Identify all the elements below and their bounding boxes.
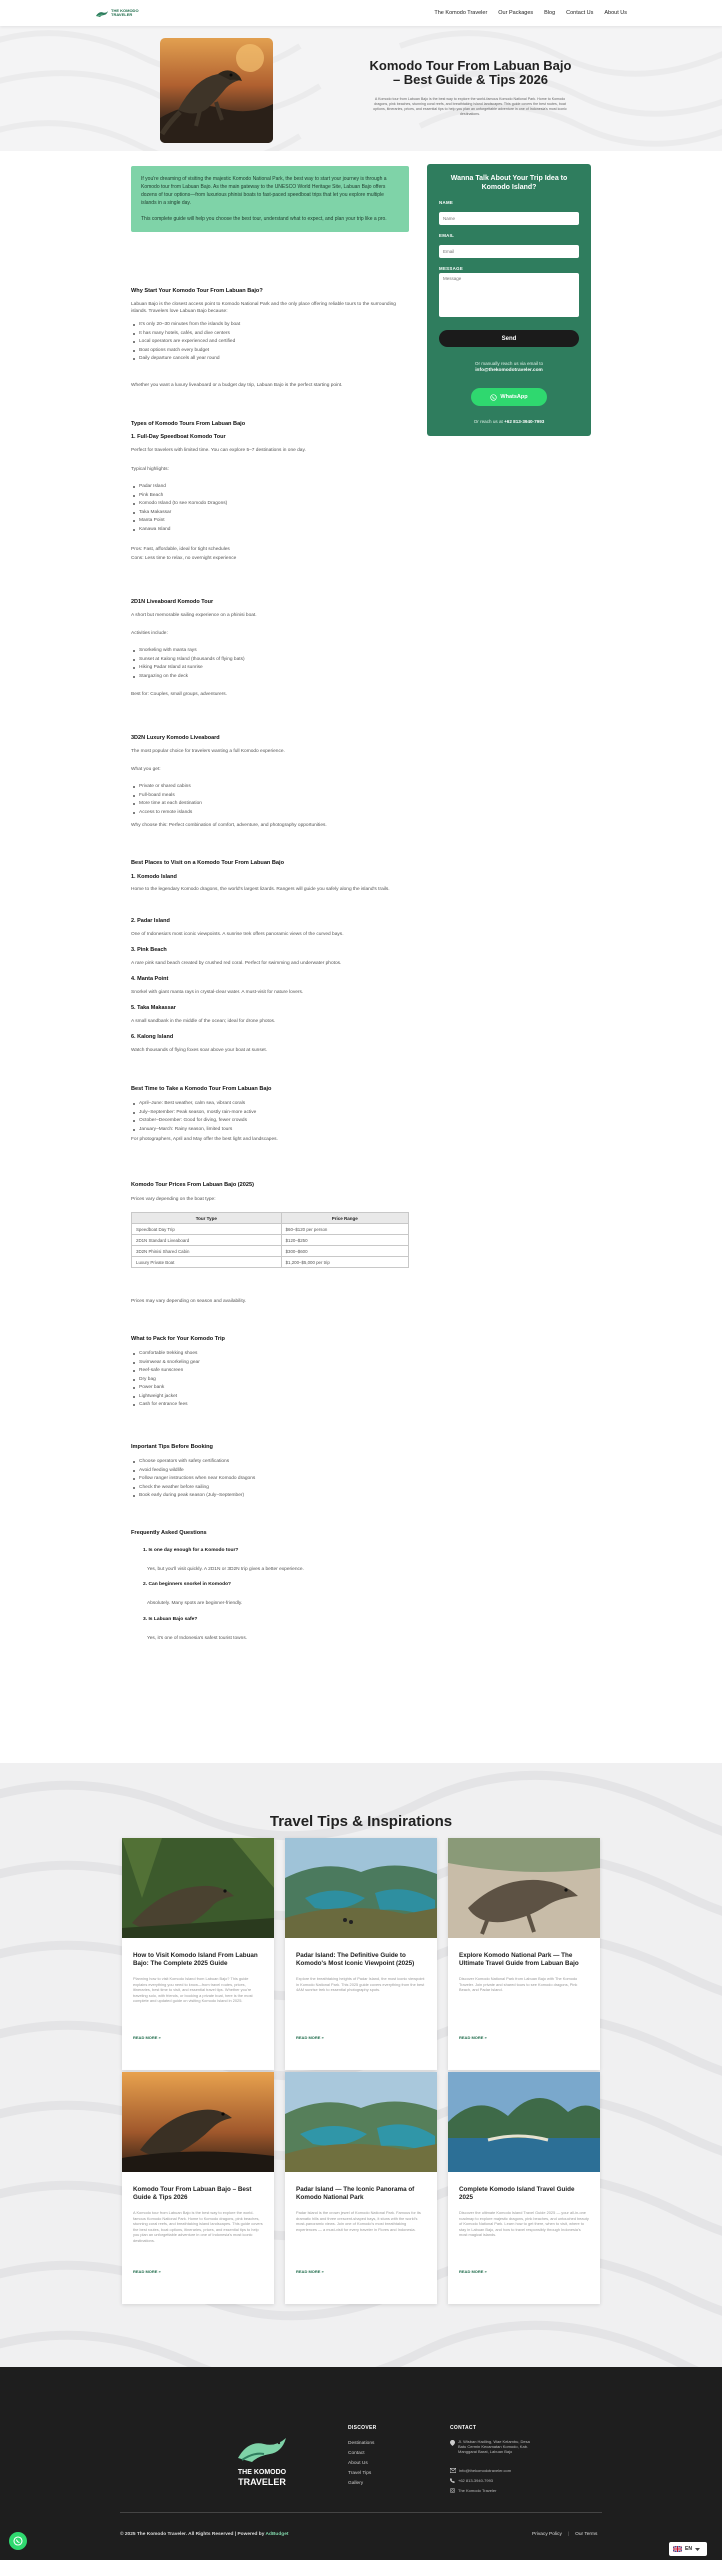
tour-type-2-desc: A short but memorable sailing experience on a phinisi boat. (131, 613, 257, 618)
pack-list (131, 1350, 200, 1410)
list-item: Cash for entrance fees (131, 1401, 200, 1410)
hero-background-pattern (0, 26, 722, 151)
list-item: Local operators are experienced and certified (131, 338, 240, 347)
list-item: Komodo Island (to see Komodo Dragons) (131, 500, 227, 509)
tips-heading: Travel Tips & Inspirations (269, 1813, 453, 1830)
list-item: Boat options match every budget (131, 347, 240, 356)
intro-box (131, 166, 409, 232)
article-body (131, 166, 409, 1641)
table-cell: $300–$600 (281, 1246, 408, 1257)
email-label: EMAIL (439, 233, 455, 238)
footer-heading: DISCOVER (348, 2425, 377, 2431)
privacy-link[interactable]: Privacy Policy (532, 2532, 562, 2537)
blog-card[interactable] (448, 2072, 600, 2304)
table-cell: $60–$120 per person (281, 1224, 408, 1235)
footer-address: Jl. Wisban Hadling, Wae Kelambu, Desa Batu Cermin Kecamatan Komodo, Kab. Manggarai Barat, Labuan Bajo (458, 2439, 530, 2454)
footer-link[interactable]: Travel Tips (348, 2471, 372, 2476)
read-more-link[interactable]: READ MORE » (296, 2035, 324, 2040)
table-row (132, 1246, 409, 1257)
blog-card-excerpt: A Komodo tour from Labuan Bajo is the best way to explore the world-famous Komodo National Park. Home to Komodo dragons, pink beaches, stunning coral reefs, and breathtaking island landscapes. This guide covers the best routes, boat options, itineraries, prices, and essential tips to help you plan an unforgettable adventure in one of Indonesia's most iconic destinations. (133, 2210, 263, 2243)
list-item: Hiking Padar Island at sunrise (131, 664, 245, 673)
list-item: More time at each destination (131, 800, 202, 809)
list-item: October–December: Good for diving, fewer crowds (131, 1117, 256, 1126)
booking-tips-list (131, 1458, 255, 1501)
table-cell: $120–$250 (281, 1235, 408, 1246)
section-heading-booking-tips: Important Tips Before Booking (131, 1444, 213, 1450)
blog-card-image (448, 1838, 600, 1938)
list-item: Swimwear & snorkeling gear (131, 1359, 200, 1368)
blog-card-title[interactable]: Complete Komodo Island Travel Guide 2025 (459, 2186, 575, 2201)
name-label: NAME (439, 200, 454, 205)
section-heading-prices: Komodo Tour Prices From Labuan Bajo (2025) (131, 1182, 254, 1188)
list-item: Access to remote islands (131, 809, 202, 818)
blog-card-excerpt: Discover Komodo National Park from Labuan Bajo with The Komodo Traveler. Join private and shared tours to see Komodo dragons, Pink Beach, and Padar Island. (459, 1976, 578, 1993)
why-intro: Labuan Bajo is the closest access point to Komodo National Park and the only place offering reliable tours to the surrounding islands. Travelers love Labuan Bajo because: (131, 302, 396, 314)
faq-answer: Absolutely. Many spots are beginner-friendly. (147, 1601, 243, 1606)
list-item: Full-board meals (131, 792, 202, 801)
section-heading-why: Why Start Your Komodo Tour From Labuan Bajo? (131, 288, 263, 294)
tour-type-2-best: Best for: Couples, small groups, adventurers. (131, 692, 227, 697)
list-item: Comfortable trekking shoes (131, 1350, 200, 1359)
chevron-down-icon (695, 2548, 700, 2551)
list-item: Padar Island (131, 483, 227, 492)
place-title: 6. Kalong Island (131, 1034, 174, 1040)
blog-card[interactable] (122, 1838, 274, 2070)
table-header-row (132, 1213, 409, 1224)
list-item: Follow ranger instructions when near Komodo dragons (131, 1475, 255, 1484)
tour-type-1-cons: Cons: Less time to relax, no overnight experience (131, 556, 237, 561)
place-title: 1. Komodo Island (131, 874, 177, 880)
list-item: Check the weather before sailing (131, 1484, 255, 1493)
faq-question: 3. Is Labuan Bajo safe? (143, 1617, 198, 1622)
tour-type-3-desc: The most popular choice for travelers wanting a full Komodo experience. (131, 749, 285, 754)
komodo-logo-icon (95, 9, 109, 18)
hero-komodo-image (160, 38, 273, 143)
powered-by-link[interactable]: AdBudget (265, 2532, 289, 2537)
footer-legal-links: Privacy Policy | Our Terms (532, 2532, 598, 2537)
place-desc: A small sandbank in the middle of the ocean; ideal for drone photos. (131, 1019, 276, 1024)
section-heading-places: Best Places to Visit on a Komodo Tour From Labuan Bajo (131, 860, 285, 866)
footer-logo-text: THE KOMODO (237, 2469, 287, 2476)
list-item: Taka Makassar (131, 509, 227, 518)
place-desc: Watch thousands of flying foxes soar above your boat at sunset. (131, 1048, 268, 1053)
terms-link[interactable]: Our Terms (575, 2532, 598, 2537)
mail-icon (450, 2468, 456, 2473)
footer-email[interactable]: info@thekomodotraveler.com (459, 2468, 512, 2473)
table-header: Tour Type (132, 1213, 282, 1224)
nav-link-about[interactable]: About Us (604, 10, 627, 16)
table-cell: Speedboat Day Trip (132, 1224, 282, 1235)
place-title: 3. Pink Beach (131, 947, 167, 953)
blog-card-excerpt: Explore the breathtaking heights of Padar Island, the most iconic viewpoint in Komodo National Park. This 2025 guide covers everything from the best 4AM sunrise trek to essential photography spots. (296, 1976, 425, 1993)
list-item: Kanawa Island (131, 526, 227, 535)
table-cell: 2D1N Standard Liveaboard (132, 1235, 282, 1246)
place-title: 2. Padar Island (131, 918, 170, 924)
list-item: Reef-safe sunscreen (131, 1367, 200, 1376)
email-note: Or manually reach us via email to (474, 361, 544, 366)
email-input[interactable] (439, 245, 579, 258)
tour-type-2-title: 2D1N Liveaboard Komodo Tour (131, 599, 214, 605)
tour-type-1-title: 1. Full-Day Speedboat Komodo Tour (131, 434, 226, 440)
location-pin-icon (450, 2440, 455, 2446)
place-desc: One of Indonesia's most iconic viewpoints. A sunrise trek offers panoramic views of the curved bays. (131, 932, 344, 937)
read-more-link[interactable]: READ MORE » (296, 2269, 324, 2274)
footer-link[interactable]: Contact (348, 2451, 365, 2456)
site-logo[interactable] (95, 9, 139, 18)
site-footer (0, 2367, 722, 2560)
whatsapp-float-button[interactable] (9, 2532, 27, 2550)
why-outro: Whether you want a luxury liveaboard or a budget day trip, Labuan Bajo is the perfect starting point. (131, 383, 343, 388)
tour-type-1-desc: Perfect for travelers with limited time. You can explore 5–7 destinations in one day. (131, 448, 306, 453)
footer-heading: CONTACT (450, 2425, 477, 2431)
send-button[interactable]: Send (439, 330, 579, 347)
tour-type-1-pros: Pros: Fast, affordable, ideal for tight schedules (131, 547, 230, 552)
blog-card-excerpt: Discover the ultimate Komodo Island Travel Guide 2025 — your all-in-one roadmap to explore majestic dragons, pink beaches, and untouched beauty of Komodo National Park. Learn how to get there, when to visit, where to stay in Labuan Bajo, and how to travel responsibly through Indonesia's most magical islands. (459, 2210, 589, 2238)
logo-text: THE KOMODO TRAVELER (111, 8, 139, 17)
table-cell: Luxury Private Boat (132, 1257, 282, 1268)
section-heading-faq: Frequently Asked Questions (131, 1530, 207, 1536)
footer-link[interactable]: Gallery (348, 2481, 364, 2486)
list-item: Power bank (131, 1384, 200, 1393)
name-input[interactable] (439, 212, 579, 225)
faq-question: 2. Can beginners snorkel in Komodo? (143, 1582, 232, 1587)
read-more-link[interactable]: READ MORE » (459, 2269, 487, 2274)
list-item: Lightweight jacket (131, 1393, 200, 1402)
message-textarea[interactable] (439, 273, 579, 317)
place-title: 5. Taka Makassar (131, 1005, 176, 1011)
read-more-link[interactable]: READ MORE » (459, 2035, 487, 2040)
faq-question: 1. Is one day enough for a Komodo tour? (143, 1548, 239, 1553)
best-time-list (131, 1100, 256, 1134)
page-title: Komodo Tour From Labuan Bajo – Best Guide & Tips 2026 (369, 58, 572, 87)
list-item: Choose operators with safety certifications (131, 1458, 255, 1467)
language-selector[interactable] (669, 2542, 707, 2556)
nav-link-contact[interactable]: Contact Us (566, 10, 594, 16)
list-item: Book early during peak season (July–September) (131, 1492, 255, 1501)
footer-discover (348, 2425, 377, 2489)
list-item: Daily departure cancels all year round (131, 355, 240, 364)
blog-card-title[interactable]: How to Visit Komodo Island From Labuan Bajo: The Complete 2025 Guide (133, 1952, 258, 1967)
list-item: Sunset at Kalong Island (thousands of flying bats) (131, 656, 245, 665)
blog-card-image (285, 1838, 437, 1938)
blog-card-excerpt: Planning how to visit Komodo Island from Labuan Bajo? This guide explains everything you need to know—from travel routes, prices, itineraries, best time to visit, and essential travel tips. Whether you're traveling solo, with friends, or booking a private boat, here is the most complete and updated guide on visiting Komodo Island in 2025. (133, 1976, 253, 2004)
blog-card[interactable] (122, 2072, 274, 2304)
tour-type-2-label: Activities include: (131, 631, 168, 636)
table-cell: 3D2N Phinisi Shared Cabin (132, 1246, 282, 1257)
list-item: Stargazing on the deck (131, 673, 245, 682)
blog-card-image (448, 2072, 600, 2172)
message-label: MESSAGE (439, 266, 464, 271)
whatsapp-button[interactable] (471, 388, 547, 406)
phone-icon (450, 2478, 455, 2483)
prices-intro: Prices vary depending on the boat type: (131, 1197, 216, 1202)
tour-type-3-why: Why choose this: Perfect combination of comfort, adventure, and photography opportunities. (131, 823, 327, 828)
list-item: Snorkeling with manta rays (131, 647, 245, 656)
footer-contact (450, 2425, 530, 2493)
footer-divider (120, 2512, 602, 2513)
blog-card-excerpt: Padar Island is the crown jewel of Komodo National Park. Famous for its dramatic hills and three crescent-shaped bays, it stuns with the world's most-panoramic views. Join one of Komodo's most breathtaking experiences — a must-visit for every traveler in Flores and Indonesia. (296, 2210, 421, 2232)
tour-type-3-title: 3D2N Luxury Komodo Liveaboard (131, 735, 220, 741)
place-desc: Home to the legendary Komodo dragons, the world's largest lizards. Rangers will guide you safely along the island's trails. (131, 887, 390, 892)
read-more-link[interactable]: READ MORE » (133, 2269, 161, 2274)
list-item: Manta Point (131, 517, 227, 526)
footer-logo[interactable] (232, 2432, 292, 2487)
nav-link-packages[interactable]: Our Packages (498, 10, 534, 16)
read-more-link[interactable]: READ MORE » (133, 2035, 161, 2040)
travel-tips-section (0, 1763, 722, 2367)
list-item: Avoid feeding wildlife (131, 1467, 255, 1476)
list-item: Pink Beach (131, 492, 227, 501)
blog-card-title[interactable]: Padar Island — The Iconic Panorama of Komodo National Park (296, 2186, 415, 2201)
list-item: It's only 20–30 minutes from the islands by boat (131, 321, 240, 330)
blog-card-image (122, 1838, 274, 1938)
place-title: 4. Manta Point (131, 976, 169, 982)
blog-card[interactable] (285, 1838, 437, 2070)
prices-outro: Prices may vary depending on season and availability. (131, 1299, 247, 1304)
email-link[interactable]: info@thekomodotraveler.com (475, 368, 543, 373)
list-item: Dry bag (131, 1376, 200, 1385)
why-list (131, 321, 240, 364)
phone-link[interactable]: +62 813-3940-7993 (504, 419, 545, 424)
faq-answer: Yes, but you'll visit quickly. A 2D1N or 3D2N trip gives a better experience. (147, 1567, 304, 1572)
table-cell: $1,200–$5,000 per trip (281, 1257, 408, 1268)
hero-description: A Komodo tour from Labuan Bajo is the best way to explore the world-famous Komodo National Park. Home to Komodo dragons, pink beaches, stunning coral reefs, and breathtaking island landscapes. This guide covers the best routes, boat options, itineraries, prices, and essential tips to help you plan an unforgettable adventure in one of Indonesia's most iconic destinations. (373, 97, 567, 116)
footer-link[interactable]: Destinations (348, 2441, 375, 2446)
footer-phone[interactable]: +62 813-3940-7993 (458, 2478, 494, 2483)
list-item: July–September: Peak season, mostly rain-more active (131, 1109, 256, 1118)
blog-card-title[interactable]: Explore Komodo National Park — The Ultimate Travel Guide from Labuan Bajo (459, 1952, 579, 1967)
list-item: It has many hotels, cafés, and dive centers (131, 330, 240, 339)
blog-card-title[interactable]: Padar Island: The Definitive Guide to Komodo's Most Iconic Viewpoint (2025) (296, 1952, 415, 1967)
tour-type-3-label: What you get: (131, 767, 161, 772)
instagram-icon (450, 2488, 455, 2493)
nav-link-home[interactable]: The Komodo Traveler (434, 10, 488, 16)
blog-card-image (285, 2072, 437, 2172)
place-desc: Snorkel with giant manta rays in crystal-clear water. A must-visit for nature lovers. (131, 990, 304, 995)
table-row (132, 1257, 409, 1268)
section-heading-types: Types of Komodo Tours From Labuan Bajo (131, 421, 246, 427)
contact-form-card (427, 164, 591, 436)
tour-type-2-list (131, 647, 245, 681)
nav-link-blog[interactable]: Blog (544, 10, 556, 16)
language-label: EN (685, 2546, 692, 2552)
komodo-logo-icon (232, 2432, 292, 2464)
best-time-outro: For photographers, April and May offer the best light and landscapes. (131, 1137, 278, 1142)
whatsapp-icon (13, 2536, 23, 2546)
list-item: January–March: Rainy season, limited tours (131, 1126, 256, 1135)
blog-card[interactable] (448, 1838, 600, 2070)
list-item: April–June: Best weather, calm sea, vibrant corals (131, 1100, 256, 1109)
copyright: © 2025 The Komodo Traveler. All Rights Reserved | Powered by AdBudget (120, 2532, 289, 2537)
intro-paragraph-2: This complete guide will help you choose the best tour, understand what to expect, and plan your trip like a pro. (141, 216, 387, 222)
blog-card-title[interactable]: Komodo Tour From Labuan Bajo – Best Guide & Tips 2026 (133, 2186, 252, 2201)
hero-section (0, 26, 722, 151)
main-nav (434, 10, 627, 16)
blog-card-image (122, 2072, 274, 2172)
footer-logo-text: TRAVELER (238, 2477, 286, 2487)
whatsapp-icon (490, 394, 497, 401)
top-nav-bar (0, 0, 722, 26)
blog-card[interactable] (285, 2072, 437, 2304)
tour-type-3-list (131, 783, 202, 817)
footer-link[interactable]: About Us (348, 2461, 368, 2466)
section-heading-best-time: Best Time to Take a Komodo Tour From Labuan Bajo (131, 1086, 272, 1092)
faq-answer: Yes, it's one of Indonesia's safest tourist towns. (147, 1636, 248, 1641)
whatsapp-label: WhatsApp (500, 394, 528, 400)
price-table (131, 1212, 409, 1268)
form-title: Wanna Talk About Your Trip Idea to Komodo Island? (450, 175, 568, 191)
tour-type-1-list (131, 483, 227, 534)
footer-social[interactable]: The Komodo Traveler (458, 2488, 497, 2493)
phone-note: Or reach us at +62 813-3940-7993 (473, 419, 545, 424)
table-row (132, 1224, 409, 1235)
uk-flag-icon (673, 2546, 682, 2552)
table-header: Price Range (281, 1213, 408, 1224)
intro-paragraph-1: If you're dreaming of visiting the majestic Komodo National Park, the best way to start your journey is through a Komodo tour from Labuan Bajo. As the main gateway to the UNESCO World Heritage Site, Labuan Bajo offers dozens of tour options—from luxurious phinisi boats to fast-paced speedboat trips that let you explore multiple islands in a single day. (141, 176, 387, 206)
list-item: Private or shared cabins (131, 783, 202, 792)
place-desc: A rare pink sand beach created by crushed red coral. Perfect for swimming and underwater photos. (131, 961, 342, 966)
table-row (132, 1235, 409, 1246)
tour-type-1-label: Typical highlights: (131, 467, 169, 472)
section-heading-pack: What to Pack for Your Komodo Trip (131, 1336, 225, 1342)
